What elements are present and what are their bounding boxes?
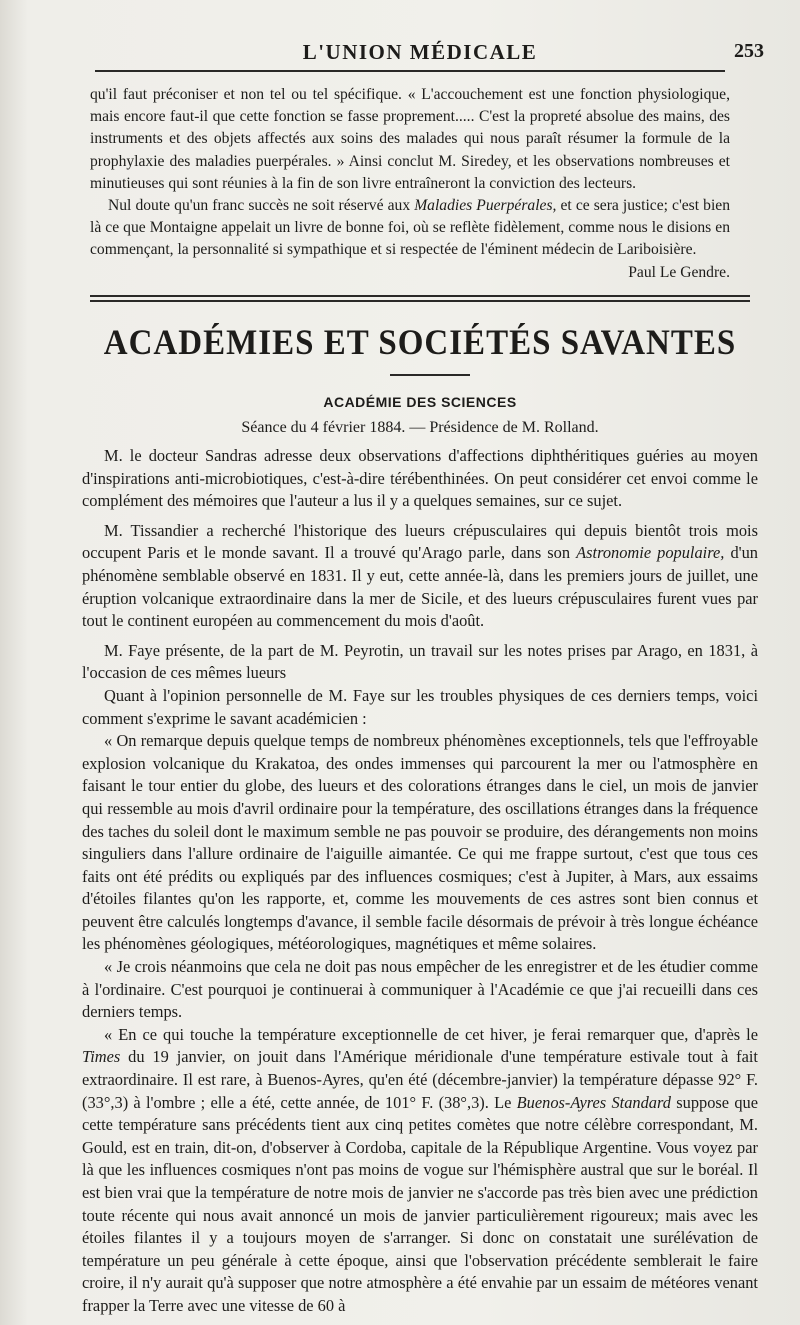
text-span: d'un phénomène semblable observé en 1831. Il y eut, cette année-là, dans les premiers jours de juillet, une éruption volcanique extraordinaire dans la mer de Sicile, et des lueurs crépusculaires furent vues par tout le continent européen au commencement du mois d'août. <box>82 543 758 631</box>
paragraph: « On remarque depuis quelque temps de nombreux phénomènes exceptionnels, tels que l'effroyable explosion volcanique du Krakatoa, des ondes immenses qui parcourent la mer ou l'atmosphère en faisant le tour entier du globe, des lueurs et des colorations étranges dans le ciel, un mois de janvier qui ressemble au mois d'avril ordinaire pour la température, des oscillations étranges dans la fréquence des taches du soleil dont le maximum semble ne pas pouvoir se produire, des dérangements non moins singuliers dans l'allure ordinaire de l'aiguille aimantée. Ce qui me frappe surtout, c'est que tous ces faits ont été prédits ou expliqués par des influences cosmiques; c'est à Jupiter, à Mars, aux essaims d'étoiles filantes qu'on les rapporte, et, comme les mouvements de ces astres sont bien connus et peuvent être calculés longtemps d'avance, il semble facile désormais de prévoir à très longue échéance les phénomènes géologiques, météorologiques, magnétiques et même solaires. <box>82 731 758 954</box>
author-signature: Paul Le Gendre. <box>628 263 730 281</box>
section-title: ACADÉMIES ET SOCIÉTÉS SAVANTES <box>103 323 737 363</box>
text-span: Nul doute qu'un franc succès ne soit réservé aux <box>108 197 415 215</box>
text-span: M. Tissandier a recherché l'historique des lueurs crépusculaires qui depuis bientôt trois mois occupent Paris et le monde savant. Il a trouvé qu'Arago parle, dans son <box>82 520 758 563</box>
text-span: suppose que cette température sans précédents tient aux cinq petites comètes que notre célèbre correspondant, M. Gould, est en train, dit-on, d'observer à Cordoba, capitale de la République Argentine. Vous voyez par là que les influences cosmiques n'ont pas moins de vogue sur l'hémisphère austral que sur le boréal. Il est bien vrai que la température de notre mois de janvier ne s'accorde pas très bien avec une prédiction toute récente qui nous avait annoncé un mois de janvier particulièrement rigoureux; mais avec les étoiles filantes il y a toujours moyen de s'arranger. Si donc on constatait une surélévation de température un peu générale à cette époque, ainsi que l'observation précédente semblerait le faire croire, il n'y aurait qu'à supposer que notre atmosphère a été envahie par un essaim de météores venant frapper la Terre avec une vitesse de 60 à <box>82 1092 758 1315</box>
paragraph <box>90 195 730 284</box>
book-title: Astronomie populaire, <box>576 543 725 563</box>
session-line: Séance du 4 février 1884. — Présidence de M. Rolland. <box>241 419 599 436</box>
page-number: 253 <box>734 40 764 62</box>
header-rule <box>95 70 725 72</box>
text-span: du 19 janvier, on jouit dans l'Amérique méridionale d'une température estivale tout à fait extraordinaire. Il est rare, à Buenos-Ayres, qu'en été (décembre-janvier) la température dépasse 92° F. (33°,3) à l'ombre ; elle a été, cette année, de 101° F. (38°,3). Le <box>82 1047 758 1112</box>
journal-title: L'UNION MÉDICALE <box>302 40 538 64</box>
article-body <box>82 445 758 1318</box>
newspaper-title: Buenos-Ayres Standard <box>516 1092 671 1112</box>
paragraph <box>82 520 758 633</box>
text-span: et ce sera justice; c'est bien là ce que Montaigne appelait un livre de bonne foi, où se reflète fidèlement, comme nous le disions en commençant, la personnalité si sympathique et si respectée de l'éminent médecin de Lariboisière. <box>90 197 730 259</box>
text-span: « En ce qui touche la température exceptionnelle de cet hiver, je ferai remarquer que, d'après le <box>104 1024 758 1044</box>
paragraph <box>82 1024 758 1318</box>
subsection-title: ACADÉMIE DES SCIENCES <box>323 394 517 410</box>
running-header <box>80 30 764 70</box>
title-rule <box>390 374 470 376</box>
review-continuation <box>90 84 730 284</box>
section-divider <box>90 295 750 302</box>
book-title: Maladies Puerpérales, <box>414 197 557 215</box>
paragraph: M. le docteur Sandras adresse deux observations d'affections diphthéritiques guéries au moyen d'inspirations anti-microbiotiques, c'est-à-dire térébenthinées. On peut considérer cet envoi comme le complément des mémoires que l'auteur a lus il y a quelques semaines, sur ce sujet. <box>82 446 758 511</box>
paragraph: M. Faye présente, de la part de M. Peyrotin, un travail sur les notes prises par Arago, en 1831, à l'occasion de ces mêmes lueurs <box>82 640 758 683</box>
paragraph: Quant à l'opinion personnelle de M. Faye sur les troubles physiques de ces derniers temps, voici comment s'exprime le savant académicien : <box>82 685 758 728</box>
paragraph: « Je crois néanmoins que cela ne doit pas nous empêcher de les enregistrer et de les étudier comme à l'ordinaire. C'est pourquoi je continuerai à communiquer à l'Académie ce que j'ai recueilli dans ces derniers temps. <box>82 957 758 1022</box>
paragraph: qu'il faut préconiser et non tel ou tel spécifique. « L'accouchement est une fonction physiologique, mais encore faut-il que cette fonction se fasse proprement..... C'est la propreté absolue des mains, des instruments et des objets affectés aux soins des malades qui nous paraît résumer la formule de la prophylaxie des maladies puerpérales. » Ainsi conclut M. Siredey, et les observations nombreuses et minutieuses qui sont réunies à la fin de son livre entraîneront la conviction des lecteurs. <box>90 86 730 192</box>
newspaper-title: Times <box>82 1047 121 1067</box>
